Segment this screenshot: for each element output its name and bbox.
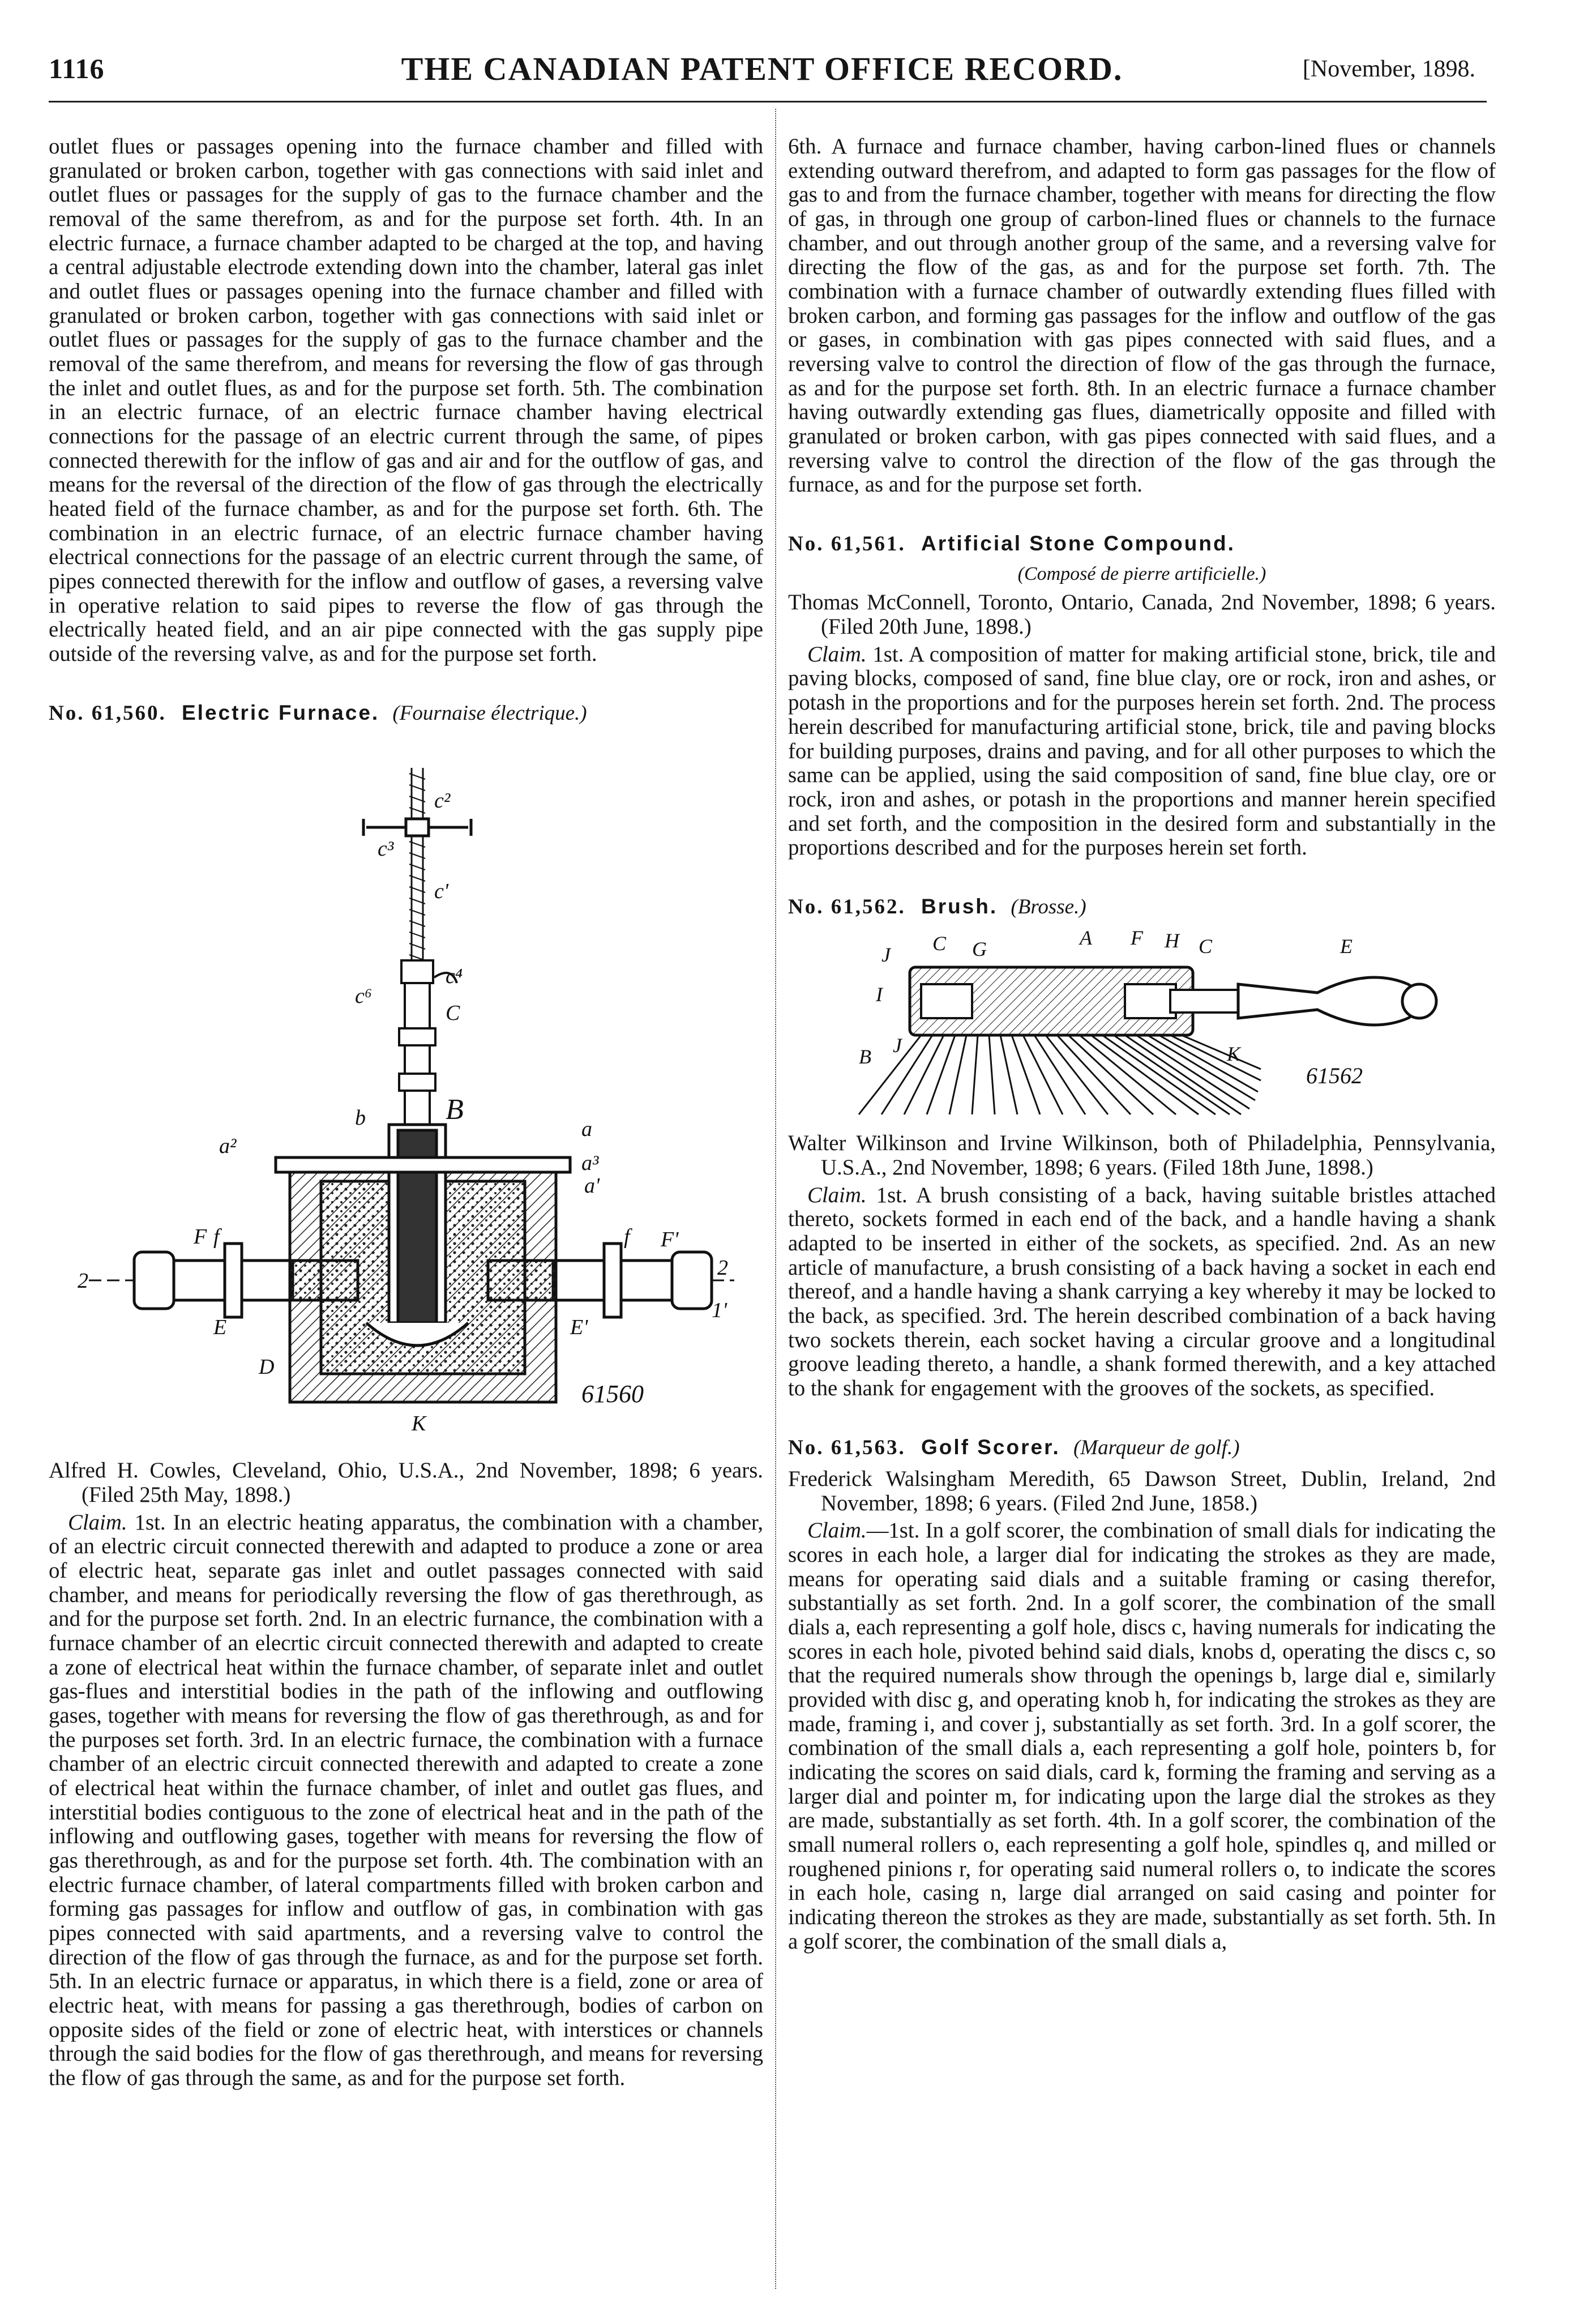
column-divider [775,109,776,2289]
patent-heading-61563 [788,1435,1496,1460]
furnace-drawing [72,734,740,1447]
svg-text:c': c' [434,879,448,904]
claim-label: Claim. [807,1518,867,1543]
svg-text:b: b [355,1106,366,1130]
inventor-61561: Thomas McConnell, Toronto, Ontario, Canada, 2nd November, 1898; 6 years. (Filed 20th June, 1898.) [788,590,1496,639]
patent-french-title: (Fournaise électrique.) [392,701,587,725]
patent-heading-61560 [49,700,763,726]
left-column [49,135,763,2287]
svg-text:c³: c³ [378,837,394,861]
svg-text:J: J [881,943,891,967]
svg-text:A: A [1080,928,1092,950]
svg-text:61560: 61560 [581,1380,644,1408]
svg-text:a³: a³ [581,1151,599,1176]
patent-title: Electric Furnace. [181,700,380,724]
svg-text:C: C [1199,935,1213,958]
claims-61561 [788,643,1496,860]
svg-text:K: K [412,1412,426,1436]
svg-text:J: J [893,1034,902,1057]
patent-french-title: (Brosse.) [1011,895,1086,919]
patent-title: Brush. [921,894,998,918]
svg-text:c⁶: c⁶ [355,984,373,1009]
brush-figure [808,928,1476,1120]
patent-number: No. 61,561. [788,532,906,556]
patent-heading-61562 [788,894,1496,920]
inventor-61562: Walter Wilkinson and Irvine Wilkinson, both of Philadelphia, Pennsylvania, U.S.A., 2nd November, 1898; 6 years. (Filed 18th June, 1898.) [788,1131,1496,1180]
svg-text:H: H [1165,929,1179,952]
claims-text: 1st. A brush consisting of a back, having suitable bristles attached thereto, sockets formed in each end of the back, and a handle having a shank adapted to be inserted in either of the sockets, as specified. 2nd. As an new article of manufacture, a brush consisting of a back having a socket in each end thereof, and a handle having a shank carrying a key whereby it may be locked to the back, as specified. 3rd. The herein described combination of a back having two sockets therein, each socket having a circular groove and a longitudinal groove leading thereto, a handle, a shank formed therewith, and a key attached to the shank for engagement with the grooves of the sockets, as specified. [788,1182,1496,1400]
svg-text:61562: 61562 [1306,1063,1363,1089]
svg-text:f: f [213,1225,220,1249]
claims-61562 [788,1184,1496,1401]
svg-text:F: F [194,1225,207,1249]
svg-text:F: F [1131,928,1143,950]
patent-title: Golf Scorer. [921,1435,1060,1459]
patent-title: Artificial Stone Compound. [921,532,1235,556]
patent-french-title: (Marqueur de golf.) [1073,1436,1240,1459]
claim-label: Claim. [68,1510,127,1535]
header-rule [49,101,1487,102]
patent-heading-61561 [788,531,1496,557]
svg-text:B: B [446,1093,464,1126]
claims-text: —1st. In a golf scorer, the combination of small dials for indicating the scores in each hole, a larger dial for indicating the strokes as they are made, means for operating said dials and a suitable framing or casing therefor, substantially as set forth. 2nd. In a golf scorer, the combination of the small dials a, each representing a golf hole, discs c, having numerals for indicating the scores in each hole, pivoted behind said dials, knobs d, operating the discs c, so that the required numerals show through the openings b, large dial e, similarly provided with disc g, and operating knob h, for indicating the strokes as they are made, framing i, and cover j, substantially as set forth. 3rd. In a golf scorer, the combination of the small dials a, each representing a golf hole, pointers b, for indicating the scores on said dials, card k, forming the framing and serving as a larger dial and pointer m, for indicating upon the large dial the strokes as they are made, substantially as set forth. 4th. In a golf scorer, the combination of the small numeral rollers o, each representing a golf hole, spindles q, and milled or roughened pinions r, for operating said numeral rollers o, to indicate the scores in each hole, casing n, large dial arranged on said casing and pointer for indicating thereon the strokes as they are made, substantially as set forth. 5th. In a golf scorer, the combination of the small dials a, [788,1518,1496,1954]
issue-date: [November, 1898. [1302,56,1475,82]
svg-text:D: D [259,1355,275,1379]
svg-text:I: I [876,983,883,1006]
svg-text:E: E [1340,935,1353,958]
svg-text:a': a' [584,1174,600,1198]
svg-text:E: E [213,1315,227,1340]
claims-61560 [49,1511,763,2091]
svg-text:B: B [859,1045,871,1069]
svg-text:f: f [624,1225,630,1249]
inventor-61563: Frederick Walsingham Meredith, 65 Dawson Street, Dublin, Ireland, 2nd November, 1898; 6 years. (Filed 2nd June, 1858.) [788,1467,1496,1515]
patent-french-title: (Composé de pierre artificielle.) [1017,563,1266,585]
svg-text:2: 2 [717,1256,728,1280]
continued-claims-text-right: 6th. A furnace and furnace chamber, having carbon-lined flues or channels extending outward therefrom, and adapted to form gas passages for the flow of gas to and from the furnace chamber, together with means for directing the flow of gas, in through one group of carbon-lined flues or channels to the furnace chamber, and out through another group of the same, and a reversing valve for directing the flow of the gas, as and for the purpose set forth. 7th. The combination with a furnace chamber of outwardly extending flues filled with broken carbon, and forming gas passages for the inflow and outflow of the gas or gases, in combination with gas pipes connected with said flues, and a reversing valve to control the direction of flow of the gas through the furnace, as and for the purpose set forth. 8th. In an electric furnace a furnace chamber having outwardly extending gas flues, diametrically opposite and filled with granulated or broken carbon, with gas pipes connected with said flues, and a reversing valve to control the direction of the flow of the gas through the furnace, as and for the purpose set forth. [788,135,1496,497]
patent-number: No. 61,560. [49,701,166,725]
svg-text:E': E' [570,1315,588,1340]
inventor-61560: Alfred H. Cowles, Cleveland, Ohio, U.S.A., 2nd November, 1898; 6 years. (Filed 25th May, 1898.) [49,1458,763,1507]
continued-claims-text: outlet flues or passages opening into the furnace chamber and filled with granulated or broken carbon, together with gas connections with said inlet and outlet flues or passages for the supply of gas to the furnace chamber and the removal of the same therefrom, as and for the purpose set forth. 4th. In an electric furnace, a furnace chamber adapted to be charged at the top, and having a central adjustable electrode extending down into the chamber, lateral gas inlet and outlet flues or passages opening into the furnace chamber and filled with granulated or broken carbon, together with gas connections with said inlet or outlet flues or passages for the supply of gas to the furnace chamber and the removal of the same therefrom, and means for reversing the flow of gas through the inlet and outlet flues, as and for the purpose set forth. 5th. The combination in an electric furnace, of an electric furnace chamber having electrical connections for the passage of an electric current through the same, of pipes connected therewith for the inflow of gas and air and for the outflow of gas, and means for the reversal of the direction of the flow of gas through the electrically heated field of the furnace chamber, as and for the purpose set forth. 6th. The combination in an electric furnace, of an electric furnace chamber having electrical connections for the passage of an electric current through the same, of pipes connected therewith for the inflow and outflow of gases, a reversing valve in operative relation to said pipes to reverse the flow of gas through the electrically heated field, and an air pipe connected with the gas supply pipe outside of the reversing valve, as and for the purpose set forth. [49,135,763,667]
svg-text:1': 1' [712,1298,727,1323]
svg-text:F': F' [661,1228,679,1252]
claim-label: Claim. [807,642,867,667]
claims-61563 [788,1519,1496,1954]
publication-title: THE CANADIAN PATENT OFFICE RECORD. [401,50,1123,87]
patent-number: No. 61,562. [788,895,906,919]
svg-text:a: a [581,1117,592,1142]
claim-label: Claim. [807,1182,867,1207]
page-number: 1116 [49,53,105,84]
brush-drawing [808,928,1476,1120]
svg-text:2: 2 [78,1269,88,1293]
right-column [788,135,1496,2287]
svg-text:C: C [932,932,947,955]
page-header [49,52,1475,92]
patent-number: No. 61,563. [788,1436,906,1459]
svg-text:G: G [972,938,987,961]
svg-text:K: K [1227,1043,1241,1066]
claims-text: 1st. In an electric heating apparatus, the combination with a chamber, of an electric circuit connected therewith and adapted to produce a zone or area of electric heat, separate gas inlet and outlet passages connected with said chamber, and means for periodically reversing the flow of gas therethrough, as and for the purpose set forth. 2nd. In an electric furnance, the combination with a furnace chamber of an elecrtic circuit connected therewith and adapted to create a zone of electrical heat within the furnace chamber, of separate inlet and outlet gas-flues and interstitial bodies in the path of the inflowing and outflowing gases, together with means for reversing the flow of gas therethrough, as and for the purposes set forth. 3rd. In an electric furnace, the combination with a furnace chamber of an electric circuit connected therewith and adapted to create a zone of electrical heat within the furnace chamber, of inlet and outlet gas flues, and interstitial bodies contiguous to the zone of electrical heat and in the path of the inflowing and outflowing gases, together with means for reversing the flow of gas therethrough, as and for the purpose set forth. 4th. The combination with an electric furnace chamber, of lateral compartments filled with broken carbon and forming gas passages for inflow and outflow of gas, in combination with gas pipes connected with said apartments, and a reversing valve to control the direction of the flow of gas through the furnace, as and for the purpose set forth. 5th. In an electric furnace or apparatus, in which there is a field, zone or area of electric heat, with means for passing a gas therethrough, bodies of carbon on opposite sides of the field or zone of electric heat, with interstices or channels through the said bodies for the flow of gas therethrough, and means for reversing the flow of gas through the same, as and for the purpose set forth. [49,1510,763,2090]
svg-text:c²: c² [434,789,451,813]
svg-text:a²: a² [219,1134,237,1159]
svg-text:C: C [446,1001,460,1026]
electric-furnace-figure [72,734,740,1447]
claims-text: 1st. A composition of matter for making artificial stone, brick, tile and paving blocks, composed of sand, fine blue clay, ore or rock, iron and ashes, or potash in the proportions and for the purposes herein set forth. 2nd. The process herein described for manufacturing artificial stone, brick, tile and paving blocks for building purposes, drains and paving, and for all other purposes to which the same can be applied, using the said composition of sand, fine blue clay, ore or rock, iron and ashes, or potash in the proportions and manner herein specified and set forth, and the composition in the desired form and substantially in the proportions described and for the purposes herein set forth. [788,642,1496,860]
svg-text:c⁴: c⁴ [446,964,463,989]
